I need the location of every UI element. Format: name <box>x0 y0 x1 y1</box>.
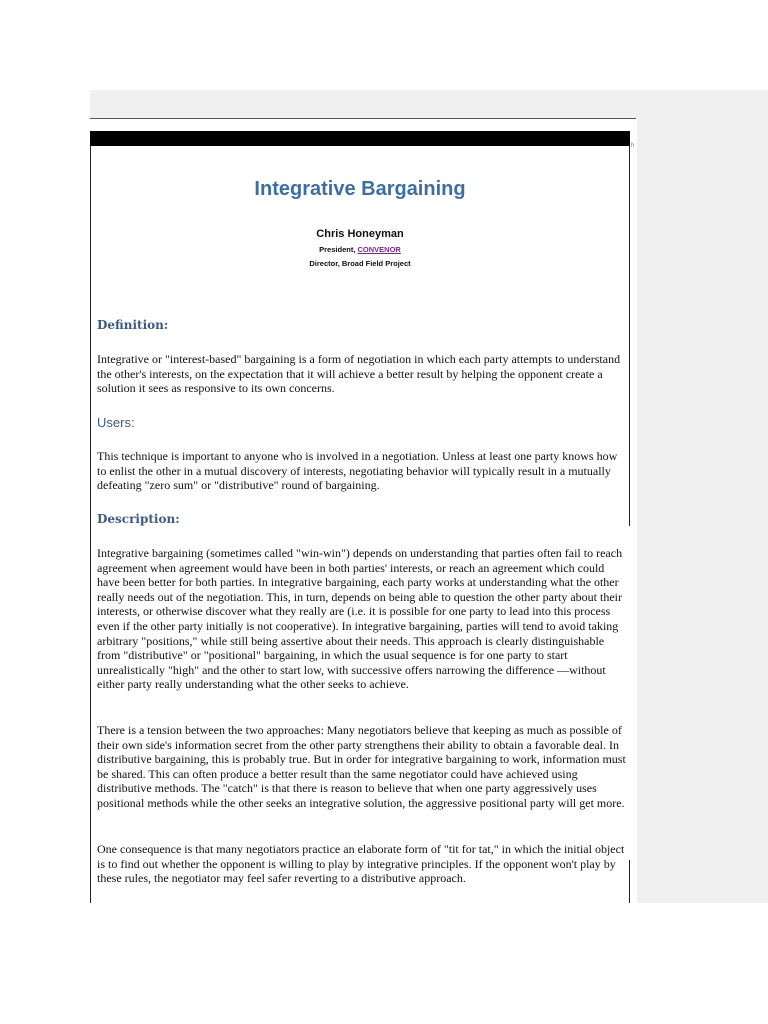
users-paragraph: This technique is important to anyone who is involved in a negotiation. Unless at least one party knows how to enlist the other in a mutual discovery of interests, negotiating behavior will typically result in a mutually defeating "zero sum" or "distributive" round of bargaining. <box>97 449 618 493</box>
description-paragraph-2: There is a tension between the two approaches: Many negotiators believe that keeping as much as possible of their own side's information secret from the other party strengthens their ability to obtain a favorable deal. In distributive bargaining, this is probably true. But in order for integrative bargaining to work, information must be shared. This can often produce a better result than the same negotiator could have achieved using distributive methods. The "catch" is that there is reason to believe that when one party aggressively uses positional methods while the other seeks an integrative solution, the aggressive positional party will get more. <box>97 723 626 810</box>
page-header-bar <box>90 131 630 146</box>
description-heading: Description: <box>97 512 180 526</box>
author-role-director: Director, Broad Field Project <box>309 259 411 268</box>
author-name: Chris Honeyman <box>316 228 404 240</box>
description-paragraph-3: One consequence is that many negotiators practice an elaborate form of "tit for tat," in which the initial object is to find out whether the opponent is willing to play by integrative principles. If the opponent won't play by these rules, the negotiator may feel safer reverting to a distributive approach. <box>97 842 625 886</box>
top-gray-margin <box>90 90 637 118</box>
top-divider <box>90 118 636 119</box>
document-title: Integrative Bargaining <box>254 178 466 200</box>
page-right-border-lower <box>629 860 630 903</box>
page-right-border <box>629 146 630 526</box>
author-role-president <box>91 245 629 254</box>
convenor-link[interactable]: CONVENOR <box>357 245 401 254</box>
role-prefix: President, <box>319 245 358 254</box>
users-heading: Users: <box>97 415 135 430</box>
definition-paragraph: Integrative or "interest-based" bargaining is a form of negotiation in which each party attempts to understand the other's interests, on the expectation that it will achieve a better result by helping the opponent create a solution it sees as responsive to its own concerns. <box>97 352 621 396</box>
description-paragraph-1: Integrative bargaining (sometimes called "win-win") depends on understanding that parties often fail to reach agreement when agreement would have been in both parties' interests, or reach an agreement which could have been better for both parties. In integrative bargaining, each party works at understanding what the other really needs out of the negotiation. This, in turn, depends on being able to question the other party about their interests, or otherwise discover what they really are (i.e. it is possible for one party to lead into this process even if the other party initially is not cooperative). In integrative bargaining, parties will tend to avoid taking arbitrary "positions," while still being assertive about their needs. This approach is clearly distinguishable from "distributive" or "positional" bargaining, in which the usual sequence is for one party to start unrealistically "high" and the other to start low, with successive offers narrowing the difference —without either party really understanding what the other seeks to achieve. <box>97 546 623 692</box>
definition-heading: Definition: <box>97 318 169 332</box>
side-mark: h <box>631 143 635 149</box>
